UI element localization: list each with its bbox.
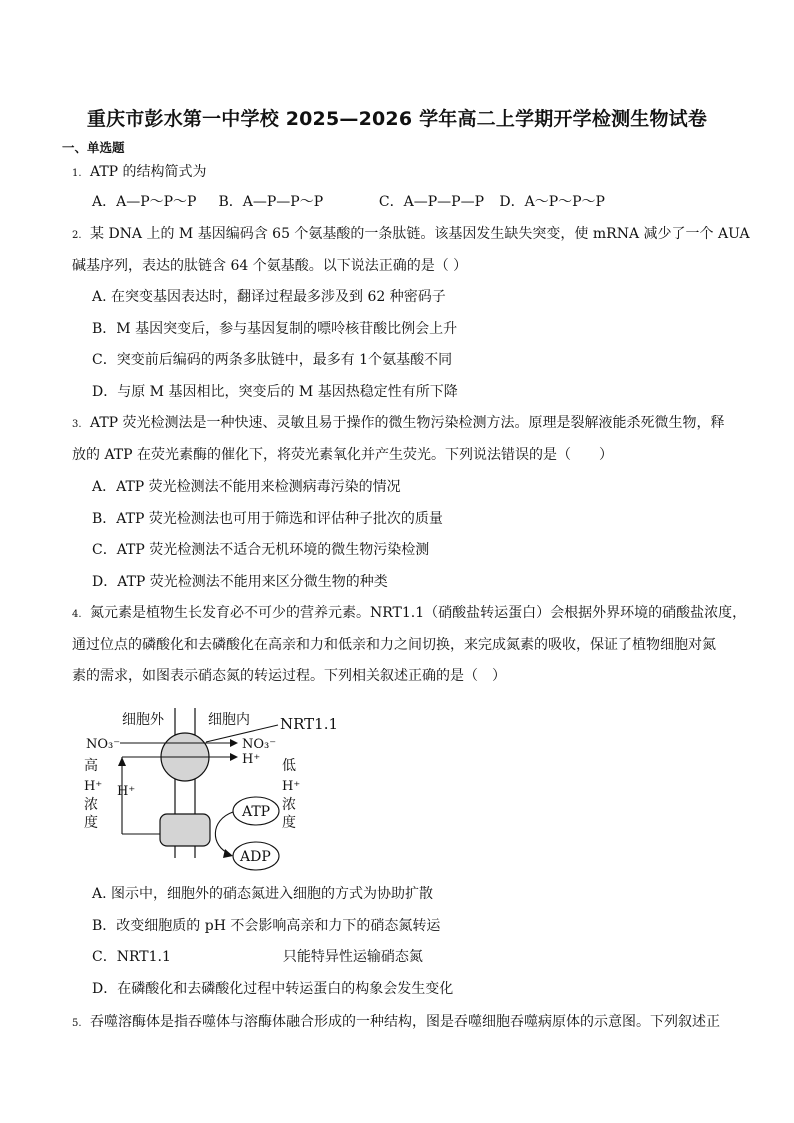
- question-number: 3.: [72, 419, 82, 430]
- nitrate-inside: NO₃⁻: [242, 737, 277, 752]
- question-stem-continued: 通过位点的磷酸化和去磷酸化在高亲和力和低亲和力之间切换，来完成氮素的吸收，保证了植物细胞对氮: [72, 637, 716, 653]
- option-c: C．突变前后编码的两条多肽链中，最多有 1个氨基酸不同: [92, 352, 453, 368]
- atp-label: ATP: [242, 804, 271, 820]
- proton-pumped: H⁺: [117, 784, 136, 799]
- question-number: 5.: [72, 1018, 82, 1029]
- question-1: [72, 163, 207, 183]
- option-b: B．A—P—P～P: [218, 194, 324, 210]
- option-a: A. 图示中，细胞外的硝态氮进入细胞的方式为协助扩散: [92, 886, 434, 902]
- nitrate-outside: NO₃⁻: [86, 737, 121, 752]
- low-label: 低: [282, 758, 296, 774]
- option-b: B．M 基因突变后，参与基因复制的嘌呤核苷酸比例会上升: [92, 321, 458, 337]
- question-stem: 某 DNA 上的 M 基因编码含 65 个氨基酸的一条肽链。该基因发生缺失突变，使 mRNA 减少了一个 AUA: [90, 226, 750, 242]
- option-a: A．A—P～P～P: [92, 194, 197, 210]
- option-c: C．NRT1.1 只能特异性运输硝态氮: [92, 949, 423, 965]
- proton-pump: [160, 814, 210, 846]
- question-number: 4.: [72, 609, 82, 620]
- option-c: C．ATP 荧光检测法不适合无机环境的微生物污染检测: [92, 542, 430, 558]
- high-conc: 浓: [84, 797, 98, 813]
- option-c: C．A—P—P—P: [378, 194, 484, 210]
- low-conc: 浓: [282, 797, 296, 813]
- low-degree: 度: [282, 815, 296, 831]
- exam-title: 重庆市彭水第一中学校 2025—2026 学年高二上学期开学检测生物试卷: [86, 108, 708, 130]
- low-proton: H⁺: [282, 779, 301, 794]
- nitrate-transport-diagram: [82, 708, 352, 876]
- question-stem: 吞噬溶酶体是指吞噬体与溶酶体融合形成的一种结构，图是吞噬细胞吞噬病原体的示意图。下列叙述正: [90, 1014, 720, 1030]
- question-stem-continued: 放的 ATP 在荧光素酶的催化下，将荧光素氧化并产生荧光。下列说法错误的是（ ）: [72, 447, 614, 463]
- question-stem-continued: 碱基序列，表达的肽链含 64 个氨基酸。以下说法正确的是（ ）: [72, 258, 468, 274]
- question-2: [72, 225, 750, 245]
- high-label: 高: [84, 758, 98, 774]
- question-number: 1.: [72, 168, 82, 179]
- high-degree: 度: [84, 815, 98, 831]
- option-b: B．ATP 荧光检测法也可用于筛选和评估种子批次的质量: [92, 511, 443, 527]
- question-stem: ATP 荧光检测法是一种快速、灵敏且易于操作的微生物污染检测方法。原理是裂解液能杀死微生物，释: [90, 415, 725, 431]
- inside-label: 细胞内: [208, 712, 250, 728]
- question-stem: 氮元素是植物生长发育必不可少的营养元素。NRT1.1（硝酸盐转运蛋白）会根据外界环境的硝酸盐浓度，: [90, 605, 747, 621]
- option-d: D．ATP 荧光检测法不能用来区分微生物的种类: [92, 574, 388, 590]
- option-d: D．与原 M 基因相比，突变后的 M 基因热稳定性有所下降: [92, 384, 458, 400]
- section-heading: 一、单选题: [62, 140, 125, 155]
- nrt-label: NRT1.1: [280, 715, 339, 733]
- question-5: [72, 1013, 720, 1033]
- question-3: [72, 414, 725, 434]
- high-proton: H⁺: [84, 779, 103, 794]
- question-stem: ATP 的结构简式为: [90, 164, 207, 180]
- option-a: A. 在突变基因表达时，翻译过程最多涉及到 62 种密码子: [92, 289, 446, 305]
- question-4: [72, 604, 746, 624]
- option-d: D．在磷酸化和去磷酸化过程中转运蛋白的构象会发生变化: [92, 981, 454, 997]
- option-a: A．ATP 荧光检测法不能用来检测病毒污染的情况: [92, 479, 401, 495]
- question-stem-continued: 素的需求，如图表示硝态氮的转运过程。下列相关叙述正确的是（ ）: [72, 668, 506, 684]
- option-b: B．改变细胞质的 pH 不会影响高亲和力下的硝态氮转运: [92, 918, 441, 934]
- question-number: 2.: [72, 230, 82, 241]
- adp-label: ADP: [240, 849, 271, 865]
- option-d: D．A～P～P～P: [499, 194, 605, 210]
- question-1-options: [92, 193, 605, 211]
- outside-label: 细胞外: [122, 712, 164, 728]
- proton-inside: H⁺: [242, 752, 261, 767]
